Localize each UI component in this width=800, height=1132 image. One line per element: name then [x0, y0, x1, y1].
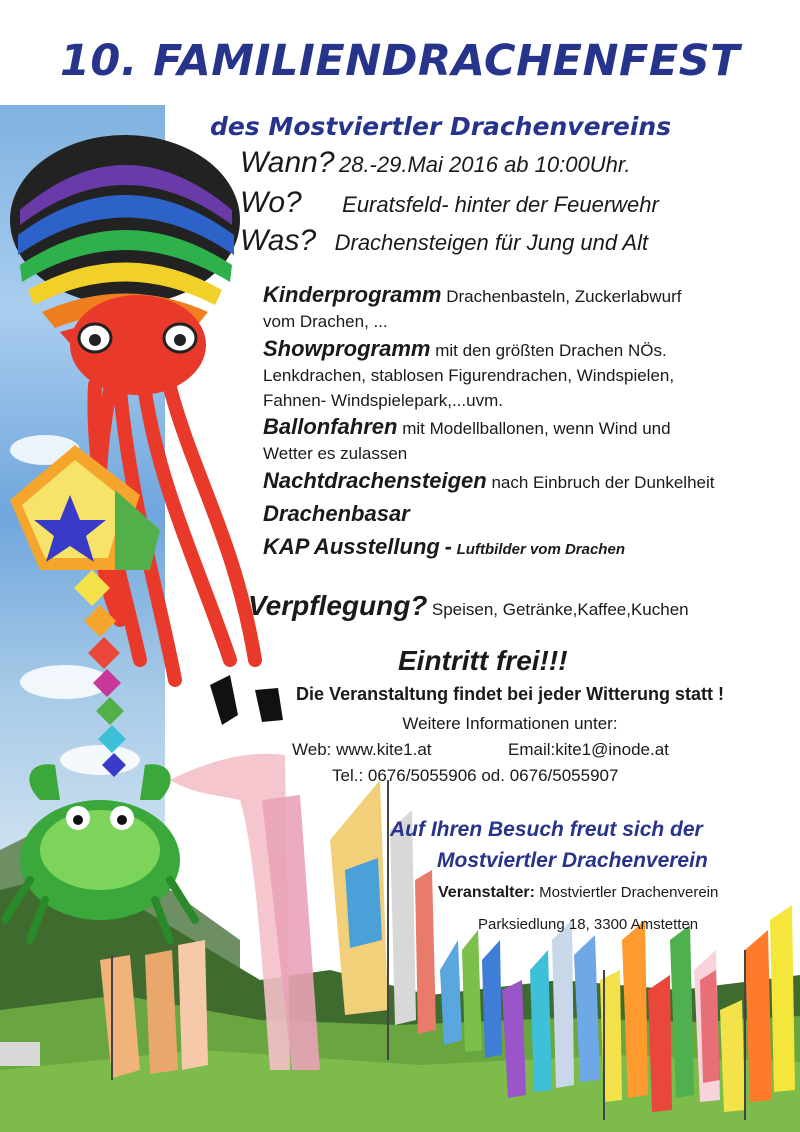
where-row [240, 186, 659, 220]
info-intro: Weitere Informationen unter: [402, 714, 618, 733]
organizer-address: Parksiedlung 18, 3300 Amstetten [478, 916, 699, 933]
where-label: Wo? [240, 186, 302, 219]
weather-note: Die Veranstaltung findet bei jeder Witterung statt ! [296, 684, 724, 704]
nacht-text1: nach Einbruch der Dunkelheit [491, 473, 715, 492]
basar-heading: Drachenbasar [263, 501, 410, 526]
when-label: Wann? [240, 146, 335, 179]
web-link[interactable]: Web: www.kite1.at [292, 740, 432, 759]
closing-line-1: Auf Ihren Besuch freut sich der [390, 818, 703, 841]
program-basar [263, 501, 783, 528]
ballon-text1: mit Modellballonen, wenn Wind und [402, 419, 671, 438]
verpflegung-row [248, 590, 689, 622]
what-value: Drachensteigen für Jung und Alt [334, 230, 649, 255]
show-text2: Lenkdrachen, stablosen Figurendrachen, Windspielen, [263, 366, 675, 385]
program-kinder [263, 282, 783, 334]
kap-heading: KAP Ausstellung [263, 534, 440, 559]
ballon-text2: Wetter es zulassen [263, 444, 408, 463]
kap-dash: - [444, 534, 452, 559]
kinder-text1: Drachenbasteln, Zuckerlabwurf [446, 287, 682, 306]
show-text3: Fahnen- Windspielepark,...uvm. [263, 391, 503, 410]
nacht-heading: Nachtdrachensteigen [263, 468, 487, 493]
show-heading: Showprogramm [263, 336, 431, 361]
program-nacht [263, 468, 783, 495]
program-ballon [263, 414, 783, 466]
kinder-heading: Kinderprogramm [263, 282, 442, 307]
organizer-label: Veranstalter: [438, 884, 535, 901]
what-label: Was? [240, 224, 317, 257]
kap-text1: Luftbilder vom Drachen [456, 541, 625, 558]
when-value: 28.-29.Mai 2016 ab 10:00Uhr. [338, 152, 631, 177]
verpflegung-text: Speisen, Getränke,Kaffee,Kuchen [431, 600, 689, 619]
ballon-heading: Ballonfahren [263, 414, 398, 439]
organizer-name: Mostviertler Drachenverein [539, 884, 719, 901]
verpflegung-heading: Verpflegung? [248, 590, 428, 621]
poster-subtitle: des Mostviertler Drachenvereins [210, 112, 672, 141]
what-row [240, 224, 648, 258]
poster-title: 10. FAMILIENDRACHENFEST [59, 36, 740, 86]
email-link[interactable]: Email:kite1@inode.at [508, 740, 669, 759]
entry-free-headline: Eintritt frei!!! [398, 645, 568, 676]
when-row [240, 146, 630, 180]
phone-numbers: Tel.: 0676/5055906 od. 0676/5055907 [332, 766, 619, 785]
program-kap [263, 534, 783, 562]
show-text1: mit den größten Drachen NÖs. [435, 341, 667, 360]
kinder-text2: vom Drachen, ... [263, 312, 388, 331]
closing-line-2: Mostviertler Drachenverein [437, 849, 708, 872]
where-value: Euratsfeld- hinter der Feuerwehr [342, 192, 659, 217]
program-show [263, 336, 783, 413]
organizer-line [438, 884, 718, 902]
